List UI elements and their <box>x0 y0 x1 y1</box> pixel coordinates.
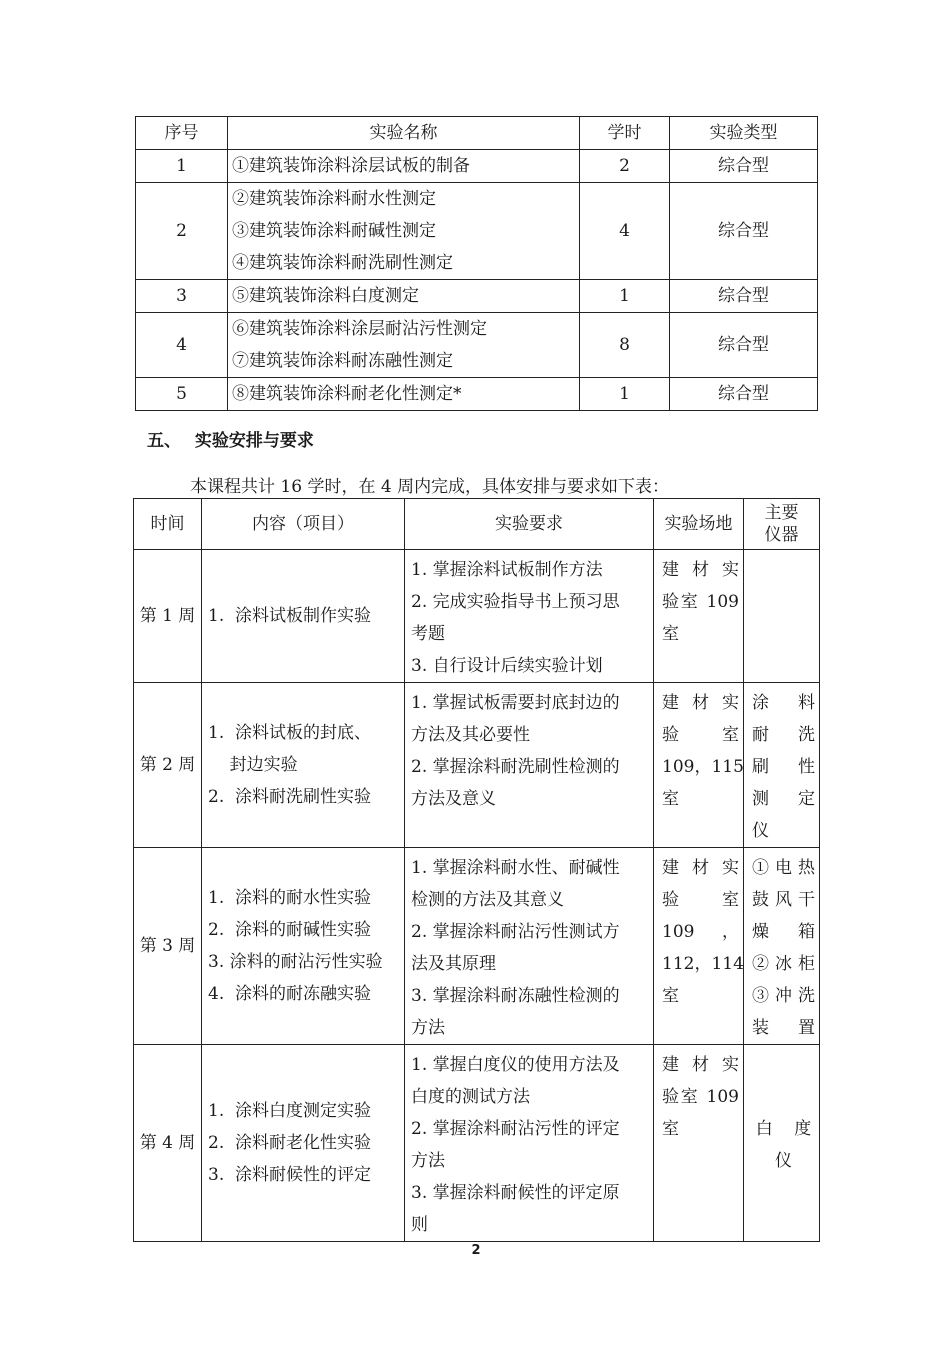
place-line: 建 材 实 <box>662 858 739 878</box>
content-cell <box>202 1045 405 1242</box>
content-cell <box>202 683 405 848</box>
place-line: 建 材 实 <box>662 693 739 713</box>
place-cell <box>654 683 744 848</box>
instrument-cell <box>744 848 820 1045</box>
experiment-hours: 1 <box>580 280 670 313</box>
header-content: 内容（项目） <box>202 499 405 550</box>
requirement-line: 方法及其必要性 <box>411 725 530 745</box>
requirement-line: 3. 掌握涂料耐候性的评定原 <box>411 1183 620 1203</box>
requirement-line: 2. 掌握涂料耐沾污性测试方 <box>411 922 620 942</box>
experiment-list-table <box>135 116 818 411</box>
experiment-name-cell <box>228 280 580 313</box>
place-line: 室 <box>662 1119 679 1139</box>
requirement-line: 考题 <box>411 624 445 644</box>
place-line: 112，114 <box>662 954 744 974</box>
experiment-hours: 2 <box>580 150 670 183</box>
content-item: 1. 涂料白度测定实验 <box>208 1101 372 1121</box>
row-number: 4 <box>136 313 228 378</box>
content-item: 封边实验 <box>208 755 298 775</box>
header-name: 实验名称 <box>228 117 580 150</box>
requirement-line: 检测的方法及其意义 <box>411 890 564 910</box>
place-line: 验室 109 <box>662 1087 739 1107</box>
place-line: 验 室 <box>662 890 739 910</box>
experiment-name-cell <box>228 378 580 411</box>
place-cell <box>654 1045 744 1242</box>
page-number: 2 <box>471 1243 481 1258</box>
content-item: 3. 涂料的耐沾污性实验 <box>208 952 383 972</box>
instrument-line: 燥箱 <box>752 922 815 942</box>
content-item: 4. 涂料的耐冻融实验 <box>208 984 372 1004</box>
instrument-line: ②冰柜 <box>752 954 815 974</box>
content-item: 1. 涂料试板制作实验 <box>208 606 372 626</box>
place-line: 室 <box>662 986 679 1006</box>
table-row <box>134 683 820 848</box>
requirement-line: 1. 掌握涂料试板制作方法 <box>411 560 603 580</box>
header-time: 时间 <box>134 499 202 550</box>
table-row <box>136 313 818 378</box>
experiment-name: ⑥建筑装饰涂料涂层耐沾污性测定 <box>232 319 487 339</box>
place-line: 验室 109 <box>662 592 739 612</box>
requirement-line: 方法 <box>411 1151 445 1171</box>
place-line: 建 材 实 <box>662 560 739 580</box>
instrument-line: 测 定 <box>752 789 815 809</box>
requirement-line: 1. 掌握试板需要封底封边的 <box>411 693 620 713</box>
place-cell <box>654 848 744 1045</box>
instrument-line: 白 度 <box>755 1119 812 1139</box>
place-line: 109，115 <box>662 757 744 777</box>
requirement-line: 1. 掌握涂料耐水性、耐碱性 <box>411 858 620 878</box>
content-item: 2. 涂料耐老化性实验 <box>208 1133 372 1153</box>
row-number: 5 <box>136 378 228 411</box>
requirement-line: 3. 掌握涂料耐冻融性检测的 <box>411 986 620 1006</box>
header-hours: 学时 <box>580 117 670 150</box>
instrument-line: 耐 洗 <box>752 725 815 745</box>
requirements-cell <box>405 1045 654 1242</box>
experiment-hours: 1 <box>580 378 670 411</box>
requirement-line: 3. 自行设计后续实验计划 <box>411 656 603 676</box>
requirements-cell <box>405 683 654 848</box>
content-item: 3. 涂料耐候性的评定 <box>208 1165 372 1185</box>
row-number: 3 <box>136 280 228 313</box>
experiment-type: 综合型 <box>670 280 818 313</box>
experiment-name: ⑤建筑装饰涂料白度测定 <box>232 286 419 306</box>
instrument-line: 刷 性 <box>752 757 815 777</box>
instrument-line: ③ 冲 洗 <box>752 986 815 1006</box>
place-cell <box>654 550 744 683</box>
instrument-line: 仪 <box>752 821 769 841</box>
header-requirements: 实验要求 <box>405 499 654 550</box>
requirements-cell <box>405 550 654 683</box>
place-line: 建 材 实 <box>662 1055 739 1075</box>
experiment-type: 综合型 <box>670 150 818 183</box>
table-row <box>136 280 818 313</box>
experiment-name: ④建筑装饰涂料耐洗刷性测定 <box>232 253 453 273</box>
section-heading <box>147 426 314 451</box>
instrument-line: 鼓 风 干 <box>752 890 815 910</box>
section-title: 实验安排与要求 <box>194 431 314 451</box>
table-row <box>134 1045 820 1242</box>
instrument-cell <box>744 550 820 683</box>
header-no: 序号 <box>136 117 228 150</box>
instrument-cell <box>744 1045 820 1242</box>
requirements-cell <box>405 848 654 1045</box>
row-number: 1 <box>136 150 228 183</box>
header-place: 实验场地 <box>654 499 744 550</box>
requirement-line: 白度的测试方法 <box>411 1087 530 1107</box>
week-cell: 第 1 周 <box>134 550 202 683</box>
table-header-row <box>136 117 818 150</box>
requirement-line: 法及其原理 <box>411 954 496 974</box>
row-number: 2 <box>136 183 228 280</box>
content-item: 1. 涂料的耐水性实验 <box>208 888 372 908</box>
requirement-line: 方法 <box>411 1018 445 1038</box>
experiment-type: 综合型 <box>670 378 818 411</box>
table-header-row <box>134 499 820 550</box>
week-cell: 第 3 周 <box>134 848 202 1045</box>
instrument-line: ① 电 热 <box>752 858 815 878</box>
table-row <box>136 378 818 411</box>
intro-paragraph: 本课程共计 16 学时，在 4 周内完成，具体安排与要求如下表： <box>190 477 670 497</box>
content-item: 1. 涂料试板的封底、 <box>208 723 372 743</box>
header-type: 实验类型 <box>670 117 818 150</box>
requirement-line: 方法及意义 <box>411 789 496 809</box>
week-cell: 第 2 周 <box>134 683 202 848</box>
table-row <box>134 848 820 1045</box>
experiment-name: ①建筑装饰涂料涂层试板的制备 <box>232 156 470 176</box>
experiment-name-cell <box>228 150 580 183</box>
requirement-line: 2. 掌握涂料耐洗刷性检测的 <box>411 757 620 777</box>
header-instrument-line: 仪器 <box>764 525 799 545</box>
content-cell <box>202 550 405 683</box>
experiment-name: ⑧建筑装饰涂料耐老化性测定* <box>232 384 462 404</box>
experiment-name: ②建筑装饰涂料耐水性测定 <box>232 189 436 209</box>
week-cell: 第 4 周 <box>134 1045 202 1242</box>
experiment-type: 综合型 <box>670 183 818 280</box>
requirement-line: 则 <box>411 1215 428 1235</box>
schedule-table <box>133 498 820 1242</box>
experiment-type: 综合型 <box>670 313 818 378</box>
instrument-line: 装置 <box>752 1018 815 1038</box>
experiment-name: ⑦建筑装饰涂料耐冻融性测定 <box>232 351 453 371</box>
content-item: 2. 涂料耐洗刷性实验 <box>208 787 372 807</box>
place-line: 109 ， <box>662 922 739 942</box>
header-instrument <box>744 499 820 550</box>
place-line: 验 室 <box>662 725 739 745</box>
content-cell <box>202 848 405 1045</box>
requirement-line: 2. 掌握涂料耐沾污性的评定 <box>411 1119 620 1139</box>
table-row <box>136 183 818 280</box>
header-instrument-line: 主要 <box>764 503 799 523</box>
section-number: 五、 <box>147 431 181 451</box>
instrument-line: 仪 <box>775 1151 792 1171</box>
table-row <box>134 550 820 683</box>
instrument-line: 涂 料 <box>752 693 815 713</box>
experiment-name-cell <box>228 313 580 378</box>
requirement-line: 2. 完成实验指导书上预习思 <box>411 592 620 612</box>
experiment-hours: 8 <box>580 313 670 378</box>
instrument-cell <box>744 683 820 848</box>
place-line: 室 <box>662 624 679 644</box>
experiment-name-cell <box>228 183 580 280</box>
place-line: 室 <box>662 789 679 809</box>
content-item: 2. 涂料的耐碱性实验 <box>208 920 372 940</box>
experiment-hours: 4 <box>580 183 670 280</box>
requirement-line: 1. 掌握白度仪的使用方法及 <box>411 1055 620 1075</box>
table-row <box>136 150 818 183</box>
experiment-name: ③建筑装饰涂料耐碱性测定 <box>232 221 436 241</box>
